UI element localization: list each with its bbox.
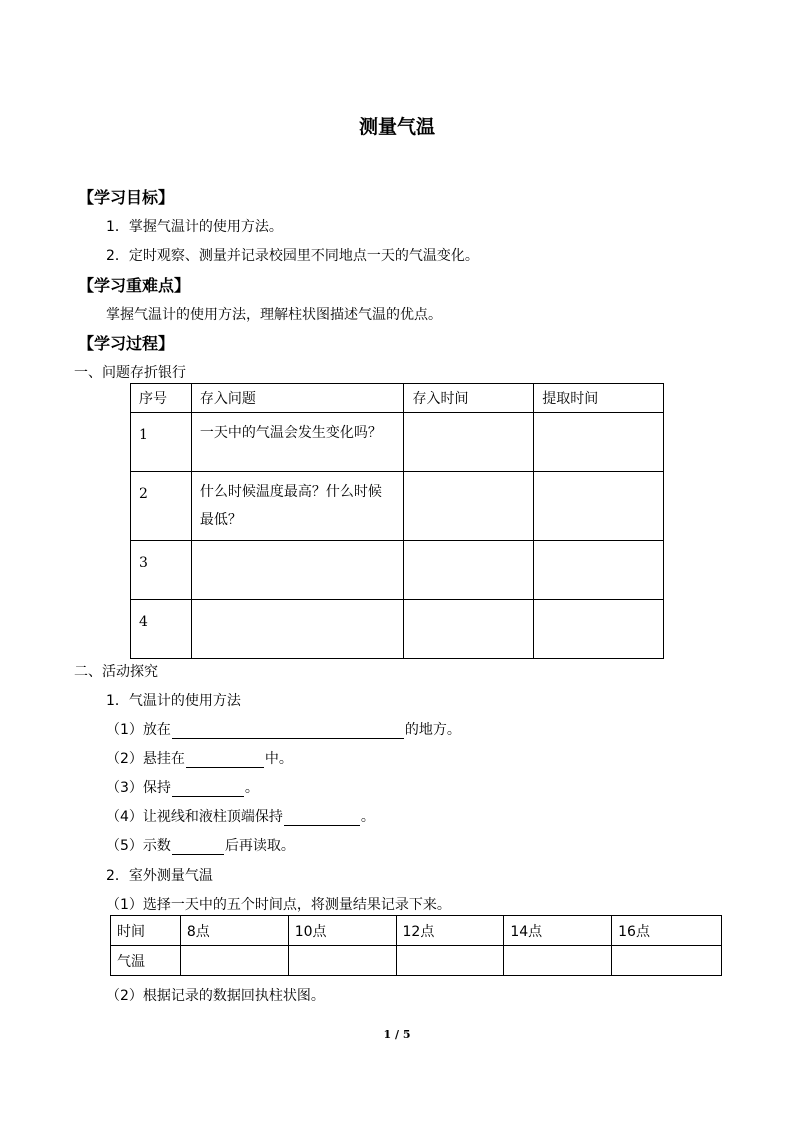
column-header: 序号 xyxy=(131,384,192,413)
answer-blank[interactable] xyxy=(284,810,360,826)
column-header: 提取时间 xyxy=(534,384,664,413)
temperature-cell[interactable] xyxy=(288,946,396,976)
goal-item: 2．定时观察、测量并记录校园里不同地点一天的气温变化。 xyxy=(106,248,479,264)
answer-blank[interactable] xyxy=(186,752,264,768)
deposit-time-cell[interactable] xyxy=(404,413,534,472)
deposit-time-cell[interactable] xyxy=(404,600,534,659)
row-number: 3 xyxy=(139,555,148,571)
answer-blank[interactable] xyxy=(172,723,404,739)
question-cell[interactable] xyxy=(191,541,404,600)
fill-item: （4）让视线和液柱顶端保持 。 xyxy=(106,809,375,825)
goal-item: 1．掌握气温计的使用方法。 xyxy=(106,219,283,235)
row-label: 时间 xyxy=(111,916,181,946)
time-cell: 8点 xyxy=(180,916,288,946)
subsection-title: 2．室外测量气温 xyxy=(106,868,213,884)
table-row xyxy=(131,413,664,472)
difficulty-heading: 【学习重难点】 xyxy=(78,276,191,295)
table-header-row xyxy=(131,384,664,413)
deposit-time-cell[interactable] xyxy=(404,541,534,600)
bank-heading: 一、问题存折银行 xyxy=(74,365,186,381)
temperature-cell[interactable] xyxy=(396,946,504,976)
column-header: 存入问题 xyxy=(191,384,404,413)
table-row xyxy=(131,472,664,541)
row-number: 4 xyxy=(139,614,148,630)
withdraw-time-cell[interactable] xyxy=(534,413,664,472)
fill-item: （2）悬挂在 中。 xyxy=(106,751,293,767)
page-title: 测量气温 xyxy=(358,116,435,138)
table-row xyxy=(131,541,664,600)
question-bank-table xyxy=(130,383,664,659)
activity-heading: 二、活动探究 xyxy=(74,664,158,680)
withdraw-time-cell[interactable] xyxy=(534,600,664,659)
time-cell: 12点 xyxy=(396,916,504,946)
page-number: 1 / 5 xyxy=(383,1028,411,1041)
row-number: 2 xyxy=(139,486,148,502)
fill-item: （1）放在 的地方。 xyxy=(106,722,461,738)
temperature-cell[interactable] xyxy=(504,946,612,976)
time-cell: 10点 xyxy=(288,916,396,946)
step-text: （2）根据记录的数据回执柱状图。 xyxy=(106,988,325,1004)
temperature-cell[interactable] xyxy=(180,946,288,976)
withdraw-time-cell[interactable] xyxy=(534,541,664,600)
temperature-row xyxy=(111,946,722,976)
answer-blank[interactable] xyxy=(172,839,224,855)
time-cell: 14点 xyxy=(504,916,612,946)
table-row xyxy=(131,600,664,659)
question-cell: 一天中的气温会发生变化吗？ xyxy=(199,425,382,441)
goals-heading: 【学习目标】 xyxy=(78,188,175,207)
answer-blank[interactable] xyxy=(172,781,244,797)
subsection-title: 1．气温计的使用方法 xyxy=(106,693,241,709)
step-text: （1）选择一天中的五个时间点，将测量结果记录下来。 xyxy=(106,897,451,913)
fill-item: （3）保持 。 xyxy=(106,780,259,796)
row-number: 1 xyxy=(139,427,148,443)
question-cell: 什么时候温度最高？什么时候最低？ xyxy=(199,484,382,528)
fill-item: （5）示数 后再读取。 xyxy=(106,838,295,854)
process-heading: 【学习过程】 xyxy=(78,334,175,353)
temperature-cell[interactable] xyxy=(612,946,722,976)
time-cell: 16点 xyxy=(612,916,722,946)
temperature-table xyxy=(110,915,722,976)
row-label: 气温 xyxy=(111,946,181,976)
difficulty-text: 掌握气温计的使用方法，理解柱状图描述气温的优点。 xyxy=(106,307,442,323)
question-cell[interactable] xyxy=(191,600,404,659)
time-row xyxy=(111,916,722,946)
withdraw-time-cell[interactable] xyxy=(534,472,664,541)
deposit-time-cell[interactable] xyxy=(404,472,534,541)
column-header: 存入时间 xyxy=(404,384,534,413)
